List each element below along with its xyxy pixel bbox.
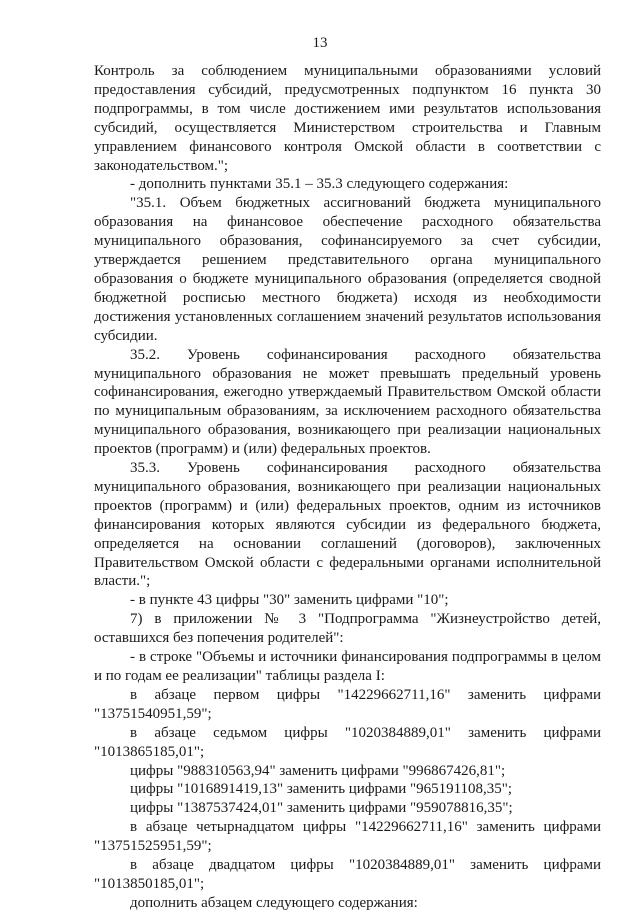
paragraph-figures-1: цифры "988310563,94" заменить цифрами "996867426,81"; [130,762,506,779]
document-body [94,62,601,913]
paragraph-add-points: - дополнить пунктами 35.1 – 35.3 следующего содержания: [130,176,509,193]
paragraph-row-volumes: - в строке "Объемы и источники финансирования подпрограммы в целом и по годам ее реализации" таблицы раздела I: [94,649,601,684]
paragraph-control: Контроль за соблюдением муниципальными образованиями условий предоставления субсидий, предусмотренных подпунктом 16 пункта 30 подпрограммы, в том числе достижением ими результатов использования субсидий, осуществляется Министерством строительства и Главным управлением финансового контроля Омской области в соответствии с законодательством."; [94,63,601,174]
page-number: 13 [312,35,328,51]
paragraph-35-2: 35.2. Уровень софинансирования расходного обязательства муниципального образования не может превышать предельный уровень софинансирования, ежегодно утверждаемый Правительством Омской области по муниципальным образованиям, за исключением расходного обязательства муниципального образования, возникающего при реализации национальных проектов (программ) и (или) федеральных проектов. [94,346,601,458]
paragraph-appendix-3: 7) в приложении № 3 "Подпрограмма "Жизнеустройство детей, оставшихся без попечения родителей": [94,611,601,647]
paragraph-add-abzac: дополнить абзацем следующего содержания: [130,894,418,911]
paragraph-abzac-14: в абзаце четырнадцатом цифры "14229662711,16" заменить цифрами "13751525951,59"; [94,819,601,855]
paragraph-abzac-1: в абзаце первом цифры "14229662711,16" заменить цифрами "13751540951,59"; [94,686,601,722]
paragraph-abzac-20: в абзаце двадцатом цифры "1020384889,01" заменить цифрами "1013850185,01"; [94,857,601,892]
paragraph-abzac-7: в абзаце седьмом цифры "1020384889,01" заменить цифрами "1013865185,01"; [94,724,601,760]
paragraph-figures-2: цифры "1016891419,13" заменить цифрами "965191108,35"; [130,781,513,798]
paragraph-point-43: - в пункте 43 цифры "30" заменить цифрами "10"; [130,592,449,609]
paragraph-figures-3: цифры "1387537424,01" заменить цифрами "959078816,35"; [130,800,513,817]
paragraph-35-3: 35.3. Уровень софинансирования расходного обязательства муниципального образования, возникающего при реализации национальных проектов (программ) и (или) федеральных проектов, одним из источников финансирования которых являются субсидии из федерального бюджета, определяется на основании соглашений (договоров), заключенных Правительством Омской области с федеральными органами исполнительной власти."; [94,460,601,590]
paragraph-35-1: "35.1. Объем бюджетных ассигнований бюджета муниципального образования на финансовое обеспечение расходного обязательства муниципального образования, софинансируемого за счет субсидии, утверждается решением представительного органа муниципального образования о бюджете муниципального образования (определяется сводной бюджетной росписью местного бюджета) исходя из необходимости достижения установленных соглашением значений результатов использования субсидии. [94,195,601,344]
